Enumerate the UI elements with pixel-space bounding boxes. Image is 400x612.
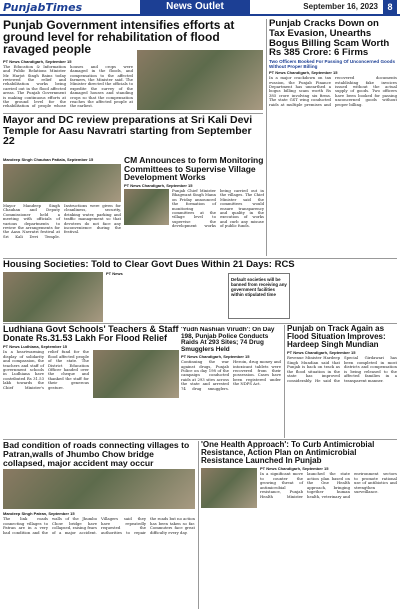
- issue-date: September 16, 2023: [303, 2, 378, 11]
- byline: Mandeep Singh Patran, September 15: [3, 511, 75, 517]
- news-photo: [3, 164, 121, 202]
- section-banner: News Outlet: [140, 0, 250, 14]
- headline: Mayor and DC review preparations at Sri Kali Devi Temple for Aasu Navratri starting from September 22: [3, 115, 253, 148]
- byline: PT News Chandigarh, September 15: [260, 466, 329, 472]
- byline: PT News Chandigarh, September 15: [181, 354, 250, 360]
- headline: Ludhiana Govt Schools' Teachers & Staff Donate Rs.31.53 Lakh For Flood Relief: [3, 325, 179, 344]
- byline: PT News Chandigarh, September 15: [287, 350, 356, 356]
- headline: Housing Societies: Told to Clear Govt Dues Within 21 Days: RCS: [3, 260, 295, 270]
- article-body: Continuing the war against drugs, Punjab Police on day 198 of the campaign conducted raids at 293 sites across the state and arrested 74 drug smugglers. Heroin, drug money and intoxicant tablets were recovered from their possession. Cases have been registered under the NDPS Act.: [181, 360, 281, 391]
- headline: Bad condition of roads connecting villages to Patran,walls of Jhumbo Chow bridge collapsed, major accident may occur: [3, 441, 190, 468]
- story-kali-devi-temple: [3, 115, 263, 155]
- subheadline: Two Officers Booked For Passing Of Unconcerned Goods Without Proper Billing: [269, 59, 396, 70]
- byline: PT News Chandigarh, September 15: [269, 70, 338, 76]
- byline: PT News Chandigarh, September 15: [3, 58, 72, 64]
- byline: PT News: [106, 270, 123, 276]
- article-body: In a heartwarming display of solidarity and compassion, the teachers and staff of government schools in Ludhiana have contributed Rs 31.53 lakh towards the Chief Minister's relief fund for the flood affected people of the state. The District Education Officer handed over the cheque and thanked the staff for their generous gesture.: [3, 350, 89, 390]
- story-kali-devi-temple-body: [3, 156, 121, 256]
- news-photo: [124, 189, 169, 225]
- story-tax-evasion: [269, 19, 397, 256]
- story-monitoring-committees: [124, 156, 264, 256]
- article-body: Punjab Chief Minister Bhagwant Singh Mann on Friday announced the formation of monitoring committees at the village level to supervise the development works being carried out in the villages. The Chief Minister said the committees would ensure transparency and quality in the execution of works and curb any misuse of public funds.: [172, 188, 264, 229]
- headline: 'Yudh Nashian Virudh': On Day 198, Punjab Police Conducts Raids At 293 Sites; 74 Drug Smugglers Held: [181, 327, 275, 353]
- headline: Punjab Government intensifies efforts at ground level for rehabilitation of flood ravaged people: [3, 19, 235, 57]
- story-flood-situation-improves: [287, 325, 397, 437]
- box-title: Default societies will be banned from receiving any government facilities within stipulated time: [231, 277, 287, 297]
- news-photo: [201, 468, 257, 508]
- headline: Punjab on Track Again as Flood Situation Improves: Hardeep Singh Mundian: [287, 325, 386, 350]
- article-body: In a major crackdown on tax evasion, the Punjab Finance Department has unearthed a bogus billing scam worth Rs 385 crore involving six firms. The state GST wing conducted raids at multiple premises and recovered documents establishing fake invoices issued without the actual supply of goods. Two officers have been booked for passing unconcerned goods without proper billing.: [269, 76, 397, 107]
- news-photo: [3, 272, 103, 322]
- masthead: [0, 0, 400, 16]
- headline: Punjab Cracks Down on Tax Evasion, Unearths Bogus Billing Scam Worth Rs 385 Crore: 6 Firms: [269, 19, 390, 59]
- article-body: The link roads connecting villages to Patran are in a very bad condition and the walls of the Jhumbo Chow bridge have collapsed, raising fears of a major accident. Villagers said they have repeatedly requested the authorities to repair the roads but no action has been taken so far. Commuters face great difficulty every day.: [3, 517, 195, 535]
- headline: 'One Health Approach': To Curb Antimicrobial Resistance, Action Plan on Antimicrobial Resistance Launched In Punjab: [201, 441, 375, 466]
- story-yudh-nashian-virudh: [121, 327, 281, 439]
- article-body: Mayor Mandeep Singh Chauhan and Deputy Commissioner held a meeting with officials of various departments to review the arrangements for the Aasu Navratri festival at Sri Kali Devi Temple. Instructions were given for cleanliness, security, drinking water, parking and traffic management so that devotees do not face any inconvenience during the festival.: [3, 204, 121, 239]
- story-housing-societies: [3, 260, 397, 322]
- byline: PT News Ludhiana, September 15: [3, 344, 68, 350]
- newspaper-logo: PunjabTimes: [3, 1, 83, 14]
- page-number: 8: [383, 0, 397, 14]
- article-body: The Education & Information and Public Relations Minister Mr. Harjot Singh Bains today reviewed the relief and rehabilitation works being carried out in the flood affected areas. The Punjab Government is making continuous efforts at the ground level for the rehabilitation of people whose houses and crops were damaged in the floods, and compensation to the affected farmers, the Minister said. The Minister directed the officials to expedite the survey of the damaged houses and standing crops so that the compensation reaches the affected people at the earliest.: [3, 64, 133, 109]
- story-antimicrobial-resistance: [201, 441, 397, 609]
- article-body: In a significant move to counter the growing threat of antimicrobial resistance, Punjab Health Minister launched the state action plan based on the One Health approach, bringing together human health, veterinary and environment sectors to promote rational use of antibiotics and strengthen surveillance.: [260, 472, 397, 499]
- byline: PT News Chandigarh, September 15: [124, 182, 193, 188]
- highlight-box: [228, 273, 290, 319]
- news-photo: [137, 50, 263, 110]
- story-patran-roads: [3, 441, 195, 609]
- headline: CM Announces to form Monitoring Committees to Supervise Village Development Works: [124, 156, 264, 183]
- news-photo: [3, 469, 195, 509]
- byline: Mandeep Singh Chauhan Patiala, September 15: [3, 157, 94, 162]
- article-body: Revenue Minister Hardeep Singh Mundian said that Punjab is back on track as the flood situation in the state has improved considerably. He said the Special Girdawari has been completed in most districts and compensation is being released to the affected families in a transparent manner.: [287, 356, 397, 383]
